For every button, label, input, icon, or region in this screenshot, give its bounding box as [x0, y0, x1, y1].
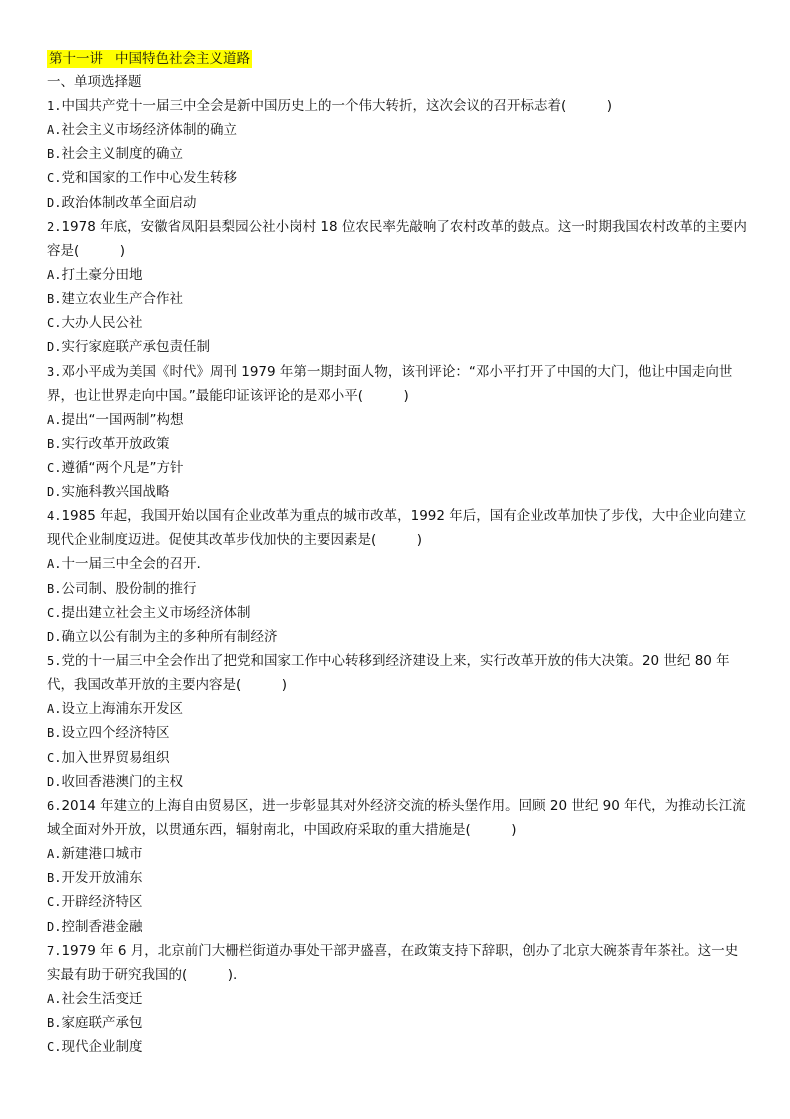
option-text: 确立以公有制为主的多种所有制经济 — [61, 629, 278, 646]
question-list — [47, 94, 747, 1059]
option-letter: B. — [47, 726, 62, 741]
answer-option — [47, 335, 747, 359]
answer-option — [47, 1011, 747, 1035]
option-text: 党和国家的工作中心发生转移 — [61, 170, 237, 187]
option-letter: C. — [47, 171, 62, 186]
option-text: 新建港口城市 — [61, 846, 143, 863]
option-letter: C. — [47, 895, 62, 910]
answer-option — [47, 432, 747, 456]
question-number: 1. — [47, 99, 62, 113]
option-letter: C. — [47, 605, 62, 620]
option-text: 实行家庭联产承包责任制 — [61, 339, 210, 356]
option-text: 建立农业生产合作社 — [61, 291, 183, 308]
option-letter: C. — [47, 1040, 62, 1055]
option-text: 设立四个经济特区 — [61, 725, 170, 742]
option-letter: A. — [47, 702, 62, 717]
question-text: 邓小平成为美国《时代》周刊 1979 年第一期封面人物，该刊评论：“邓小平打开了中国的大门，他让中国走向世界，也让世界走向中国。”最能印证该评论的是邓小平( ) — [47, 363, 733, 404]
answer-option — [47, 721, 747, 745]
answer-option — [47, 142, 747, 166]
option-text: 设立上海浦东开发区 — [61, 701, 183, 718]
option-text: 控制香港金融 — [61, 918, 143, 935]
question-text: 1978 年底，安徽省凤阳县梨园公社小岗村 18 位农民率先敲响了农村改革的鼓点。这一时期我国农村改革的主要内容是( ) — [47, 218, 747, 259]
option-letter: B. — [47, 581, 62, 596]
option-text: 实施科教兴国战略 — [61, 484, 170, 501]
question-stem — [47, 939, 747, 987]
option-letter: C. — [47, 461, 62, 476]
option-letter: A. — [47, 991, 62, 1006]
option-letter: B. — [47, 147, 62, 162]
option-letter: B. — [47, 292, 62, 307]
lecture-title — [47, 50, 252, 68]
lecture-number: 第十一讲 — [49, 51, 103, 67]
lecture-topic: 中国特色社会主义道路 — [115, 51, 250, 67]
answer-option — [47, 746, 747, 770]
option-text: 实行改革开放政策 — [61, 435, 170, 452]
answer-option — [47, 311, 747, 335]
question-text: 1979 年 6 月，北京前门大栅栏街道办事处干部尹盛喜，在政策支持下辞职，创办了北京大碗茶青年茶社。这一史实最有助于研究我国的( ). — [47, 942, 739, 983]
option-text: 十一届三中全会的召开. — [61, 556, 201, 573]
document-page — [47, 48, 747, 1059]
option-text: 开辟经济特区 — [61, 894, 143, 911]
option-letter: D. — [47, 630, 62, 645]
question-text: 中国共产党十一届三中全会是新中国历史上的一个伟大转折，这次会议的召开标志着( ) — [61, 98, 612, 114]
option-text: 社会主义制度的确立 — [61, 146, 183, 163]
question-stem — [47, 504, 747, 552]
question-stem — [47, 649, 747, 697]
answer-option — [47, 770, 747, 794]
question-number: 3. — [47, 364, 62, 379]
option-text: 加入世界贸易组织 — [61, 749, 170, 766]
answer-option — [47, 577, 747, 601]
answer-option — [47, 1035, 747, 1059]
option-text: 社会生活变迁 — [61, 990, 143, 1007]
answer-option — [47, 915, 747, 939]
question-stem — [47, 794, 747, 842]
option-letter: A. — [47, 123, 62, 137]
option-letter: B. — [47, 436, 62, 451]
question-number: 4. — [47, 509, 62, 524]
answer-option — [47, 697, 747, 721]
question-number: 2. — [47, 219, 62, 234]
section-heading: 一、单项选择题 — [47, 74, 142, 90]
answer-option — [47, 601, 747, 625]
question-stem — [47, 94, 747, 118]
option-letter: D. — [47, 774, 62, 789]
question-stem — [47, 215, 747, 263]
answer-option — [47, 191, 747, 215]
answer-option — [47, 456, 747, 480]
answer-option — [47, 118, 747, 142]
answer-option — [47, 287, 747, 311]
question-text: 1985 年起，我国开始以国有企业改革为重点的城市改革，1992 年后，国有企业改革加快了步伐，大中企业向建立现代企业制度迈进。促使其改革步伐加快的主要因素是( ) — [47, 508, 747, 549]
option-text: 打土豪分田地 — [61, 266, 143, 283]
question-text: 党的十一届三中全会作出了把党和国家工作中心转移到经济建设上来，实行改革开放的伟大决策。20 世纪 80 年代，我国改革开放的主要内容是( ) — [47, 653, 730, 694]
option-text: 收回香港澳门的主权 — [61, 773, 183, 790]
question-text: 2014 年建立的上海自由贸易区，进一步彰显其对外经济交流的桥头堡作用。回顾 20 世纪 90 年代，为推动长江流域全面对外开放，以贯通东西，辐射南北，中国政府采取的重大措施是( ) — [47, 798, 746, 839]
option-letter: B. — [47, 871, 62, 886]
option-text: 公司制、股份制的推行 — [61, 580, 197, 597]
answer-option — [47, 263, 747, 287]
option-text: 提出建立社会主义市场经济体制 — [61, 604, 251, 621]
answer-option — [47, 552, 747, 576]
option-letter: C. — [47, 750, 62, 765]
option-text: 社会主义市场经济体制的确立 — [61, 122, 237, 138]
option-letter: D. — [47, 340, 62, 355]
answer-option — [47, 890, 747, 914]
option-letter: A. — [47, 847, 62, 862]
answer-option — [47, 866, 747, 890]
question-number: 7. — [47, 943, 62, 958]
option-letter: B. — [47, 1016, 62, 1031]
option-letter: A. — [47, 412, 62, 427]
option-text: 大办人民公社 — [61, 315, 143, 332]
answer-option — [47, 408, 747, 432]
option-letter: A. — [47, 557, 62, 572]
option-text: 现代企业制度 — [61, 1039, 143, 1056]
answer-option — [47, 625, 747, 649]
option-text: 家庭联产承包 — [61, 1015, 143, 1032]
question-number: 6. — [47, 799, 62, 814]
option-letter: C. — [47, 316, 62, 331]
option-letter: D. — [47, 485, 62, 500]
option-text: 遵循“两个凡是”方针 — [61, 460, 184, 477]
option-text: 开发开放浦东 — [61, 870, 143, 887]
option-text: 政治体制改革全面启动 — [61, 194, 197, 211]
option-letter: D. — [47, 919, 62, 934]
question-number: 5. — [47, 654, 62, 669]
answer-option — [47, 842, 747, 866]
answer-option — [47, 166, 747, 190]
option-letter: D. — [47, 195, 62, 210]
option-text: 提出“一国两制”构想 — [61, 411, 184, 428]
option-letter: A. — [47, 267, 62, 282]
question-stem — [47, 360, 747, 408]
answer-option — [47, 480, 747, 504]
answer-option — [47, 987, 747, 1011]
